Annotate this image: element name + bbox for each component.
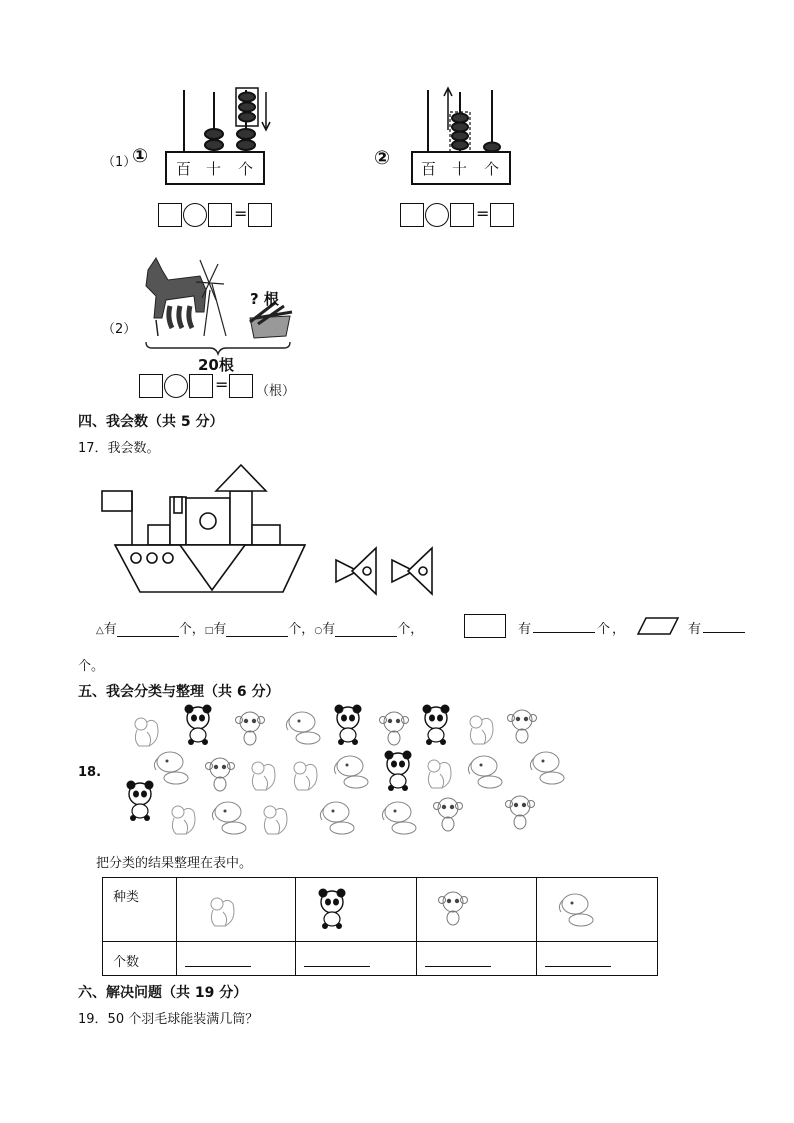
puppy-cell bbox=[537, 878, 658, 942]
panda-icon bbox=[304, 884, 364, 940]
squirrel-count-blank[interactable] bbox=[185, 952, 251, 967]
q18-instruction: 把分类的结果整理在表中。 bbox=[96, 856, 253, 871]
equals-sign: = bbox=[476, 204, 490, 223]
table-header-kind: 种类 bbox=[103, 878, 177, 942]
answer-line-end: 个。 bbox=[78, 659, 105, 674]
place-label-tens-2: 十 bbox=[452, 160, 468, 178]
section4-heading: 四、我会数（共 5 分） bbox=[78, 414, 224, 430]
squirrel-cell bbox=[177, 878, 296, 942]
squirrel-icon bbox=[191, 886, 251, 936]
abacus1-marker: ① bbox=[132, 145, 149, 167]
monkey-count-cell[interactable] bbox=[416, 942, 537, 976]
circle-symbol: ○ bbox=[314, 626, 323, 636]
section6-heading: 六、解决问题（共 19 分） bbox=[78, 985, 248, 1001]
monkey-cell bbox=[416, 878, 537, 942]
panda-count-blank[interactable] bbox=[304, 952, 370, 967]
puppy-count-cell[interactable] bbox=[537, 942, 658, 976]
classification-table bbox=[102, 877, 658, 976]
unit-label: （根） bbox=[256, 384, 296, 399]
puppy-icon bbox=[545, 884, 615, 940]
place-label-hundreds-1: 百 bbox=[176, 160, 192, 178]
part2-label: （2） bbox=[102, 322, 137, 337]
equals-sign: = bbox=[234, 204, 248, 223]
panda-cell bbox=[296, 878, 417, 942]
table-header-count: 个数 bbox=[103, 942, 177, 976]
count-answer-line: △有 个，□有 个，○有 个， bbox=[96, 622, 424, 637]
panda-count-cell[interactable] bbox=[296, 942, 417, 976]
abacus2-marker: ② bbox=[374, 147, 391, 169]
total-sticks-label: 20根 bbox=[198, 356, 234, 374]
monkey-count-blank[interactable] bbox=[425, 952, 491, 967]
section5-heading: 五、我会分类与整理（共 6 分） bbox=[78, 684, 280, 700]
q17-prompt: 17．我会数。 bbox=[78, 441, 160, 456]
q19-text: 19．50 个羽毛球能装满几筒？ bbox=[78, 1012, 259, 1027]
place-label-ones-2: 个 bbox=[484, 160, 500, 178]
place-label-tens-1: 十 bbox=[206, 160, 222, 178]
part1-label: （1） bbox=[102, 155, 137, 170]
place-label-ones-1: 个 bbox=[238, 160, 254, 178]
squirrel-count-cell[interactable] bbox=[177, 942, 296, 976]
unknown-sticks-label: ? 根 bbox=[250, 290, 279, 308]
place-label-hundreds-2: 百 bbox=[421, 160, 437, 178]
equals-sign: = bbox=[215, 375, 229, 394]
puppy-count-blank[interactable] bbox=[545, 952, 611, 967]
q18-number: 18. bbox=[78, 765, 102, 780]
square-symbol: □ bbox=[204, 626, 214, 636]
monkey-icon bbox=[425, 884, 485, 940]
triangle-symbol: △ bbox=[96, 625, 104, 636]
